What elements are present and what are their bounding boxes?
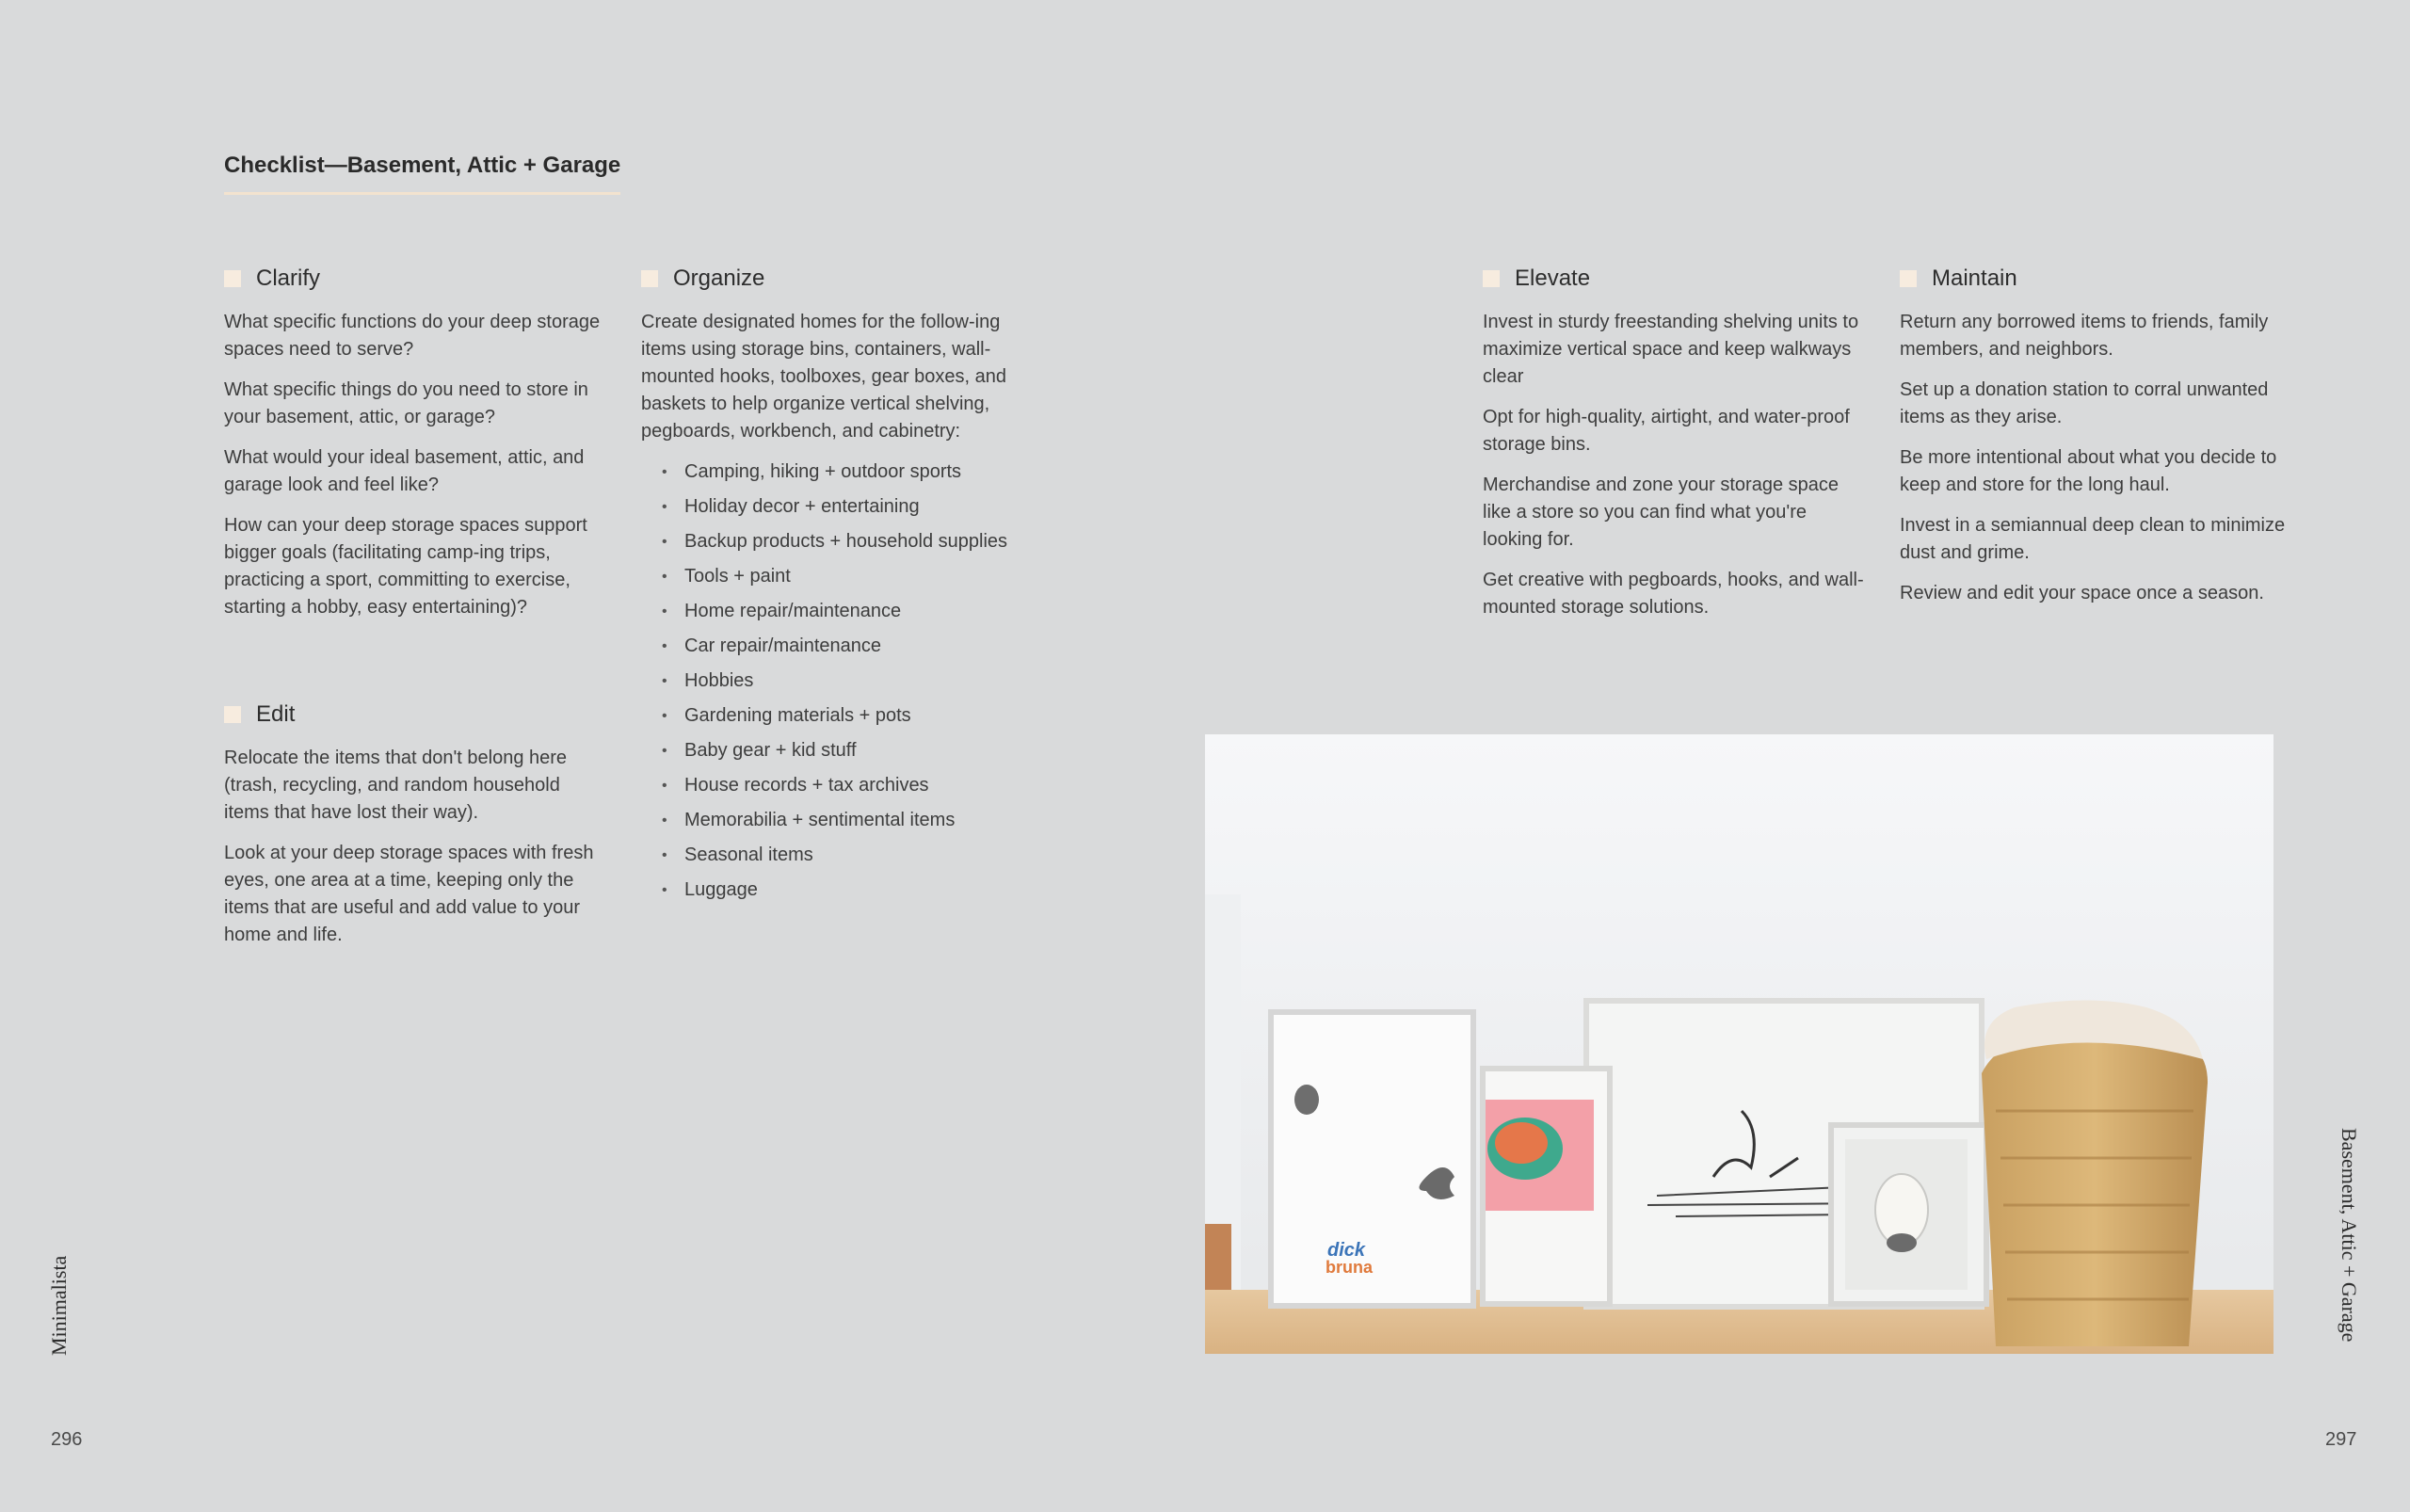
clarify-paragraph: How can your deep storage spaces support bigger goals (facilitating camp-ing trips, practicing a sport, committing to exercise, starting a hobby, easy entertaining)? [224, 515, 587, 618]
checkbox-icon [641, 270, 658, 287]
section-clarify-heading [224, 265, 610, 292]
section-edit [224, 701, 610, 962]
list-item: • Car repair/maintenance [662, 633, 1027, 660]
checkbox-icon [224, 706, 241, 723]
section-organize [641, 265, 1027, 911]
checkbox-icon [1483, 270, 1500, 287]
section-organize-heading [641, 265, 1027, 292]
list-item: • Tools + paint [662, 563, 1027, 590]
clarify-paragraph: What specific functions do your deep storage spaces need to serve? [224, 312, 601, 360]
checkbox-icon [224, 270, 241, 287]
list-item: • Home repair/maintenance [662, 598, 1027, 625]
list-item: • Camping, hiking + outdoor sports [662, 458, 1027, 486]
list-item: • Seasonal items [662, 842, 1027, 869]
section-maintain [1900, 265, 2286, 620]
list-item: • House records + tax archives [662, 772, 1027, 799]
clarify-paragraph: What would your ideal basement, attic, and garage look and feel like? [224, 447, 585, 495]
organize-intro: Create designated homes for the follow-ing items using storage bins, containers, wall-mounted hooks, toolboxes, gear boxes, and baskets to help organize vertical shelving, pegboards, workbench, and cabinetry: [641, 312, 1007, 442]
maintain-paragraph: Be more intentional about what you decide to keep and store for the long haul. [1900, 447, 2277, 495]
list-item: • Holiday decor + entertaining [662, 493, 1027, 521]
edit-paragraph: Look at your deep storage spaces with fresh eyes, one area at a time, keeping only the items that are useful and add value to your home and life. [224, 843, 594, 945]
poster-text-2: bruna [1326, 1258, 1374, 1277]
section-maintain-heading [1900, 265, 2286, 292]
section-elevate-heading [1483, 265, 1869, 292]
section-organize-title: Organize [673, 265, 765, 291]
list-item: • Baby gear + kid stuff [662, 737, 1027, 764]
elevate-paragraph: Get creative with pegboards, hooks, and wall-mounted storage solutions. [1483, 570, 1864, 618]
elevate-paragraph: Merchandise and zone your storage space like a store so you can find what you're looking for. [1483, 475, 1840, 550]
edit-paragraph: Relocate the items that don't belong here (trash, recycling, and random household items that have lost their way). [224, 748, 568, 823]
organize-list [662, 458, 1027, 904]
maintain-paragraph: Return any borrowed items to friends, family members, and neighbors. [1900, 312, 2269, 360]
list-item: • Memorabilia + sentimental items [662, 807, 1027, 834]
elevate-paragraph: Opt for high-quality, airtight, and water-proof storage bins. [1483, 407, 1850, 455]
storage-photo [1205, 734, 2273, 1354]
section-edit-heading [224, 701, 610, 728]
maintain-paragraph: Review and edit your space once a season. [1900, 583, 2264, 603]
list-item: • Backup products + household supplies [662, 528, 1027, 555]
section-elevate [1483, 265, 1869, 635]
section-clarify [224, 265, 610, 635]
section-elevate-title: Elevate [1515, 265, 1591, 291]
section-maintain-title: Maintain [1932, 265, 2017, 291]
list-item: • Luggage [662, 877, 1027, 904]
section-edit-title: Edit [256, 701, 296, 727]
section-clarify-title: Clarify [256, 265, 321, 291]
checkbox-icon [1900, 270, 1917, 287]
spread-title: Checklist—Basement, Attic + Garage [224, 153, 620, 195]
list-item: • Hobbies [662, 668, 1027, 695]
running-head-right: Basement, Attic + Garage [2338, 1128, 2361, 1343]
clarify-paragraph: What specific things do you need to store in your basement, attic, or garage? [224, 379, 588, 427]
page-number-left: 296 [51, 1429, 83, 1450]
poster-text-1: dick [1327, 1240, 1366, 1261]
list-item: • Gardening materials + pots [662, 702, 1027, 730]
maintain-paragraph: Set up a donation station to corral unwanted items as they arise. [1900, 379, 2269, 427]
running-head-left: Minimalista [47, 1255, 71, 1356]
maintain-paragraph: Invest in a semiannual deep clean to minimize dust and grime. [1900, 515, 2286, 563]
page-number-right: 297 [2325, 1429, 2357, 1450]
photo-illustration [1205, 734, 2273, 1354]
elevate-paragraph: Invest in sturdy freestanding shelving units to maximize vertical space and keep walkways clear [1483, 312, 1859, 387]
